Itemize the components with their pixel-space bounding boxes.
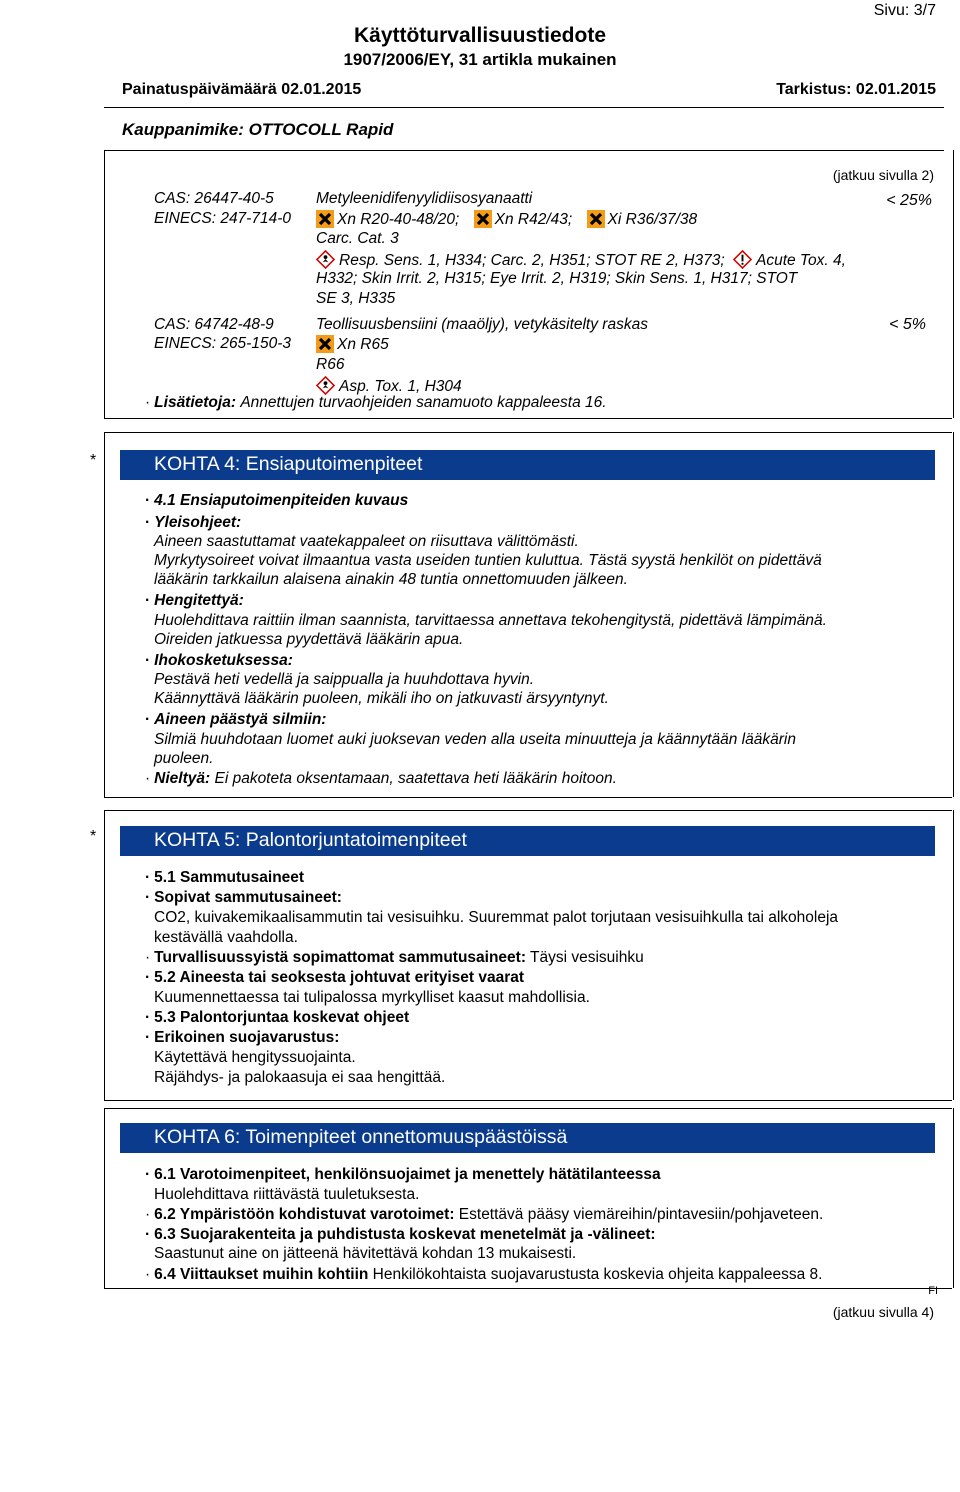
substance-2-dsd-2: R66 xyxy=(316,356,345,373)
suitable-label-row: · Sopivat sammutusaineet: xyxy=(145,889,342,906)
document-title: Käyttöturvallisuustiedote xyxy=(353,24,607,47)
ingestion-text: Ei pakoteta oksentamaan, saatettava heti lääkärin hoitoon. xyxy=(214,770,617,787)
section-6-4-text: Henkilökohtaista suojavarustusta koskevia ohjeita kappaleessa 8. xyxy=(372,1266,823,1283)
composition-box-bottom xyxy=(104,418,952,419)
additional-info: · Lisätietoja: Annettujen turvaohjeiden sanamuoto kappaleesta 16. xyxy=(145,394,607,411)
general-label: Yleisohjeet: xyxy=(154,514,242,531)
section-5-2-label: 5.2 Aineesta tai seoksesta johtuvat erityiset vaarat xyxy=(154,969,525,986)
eye-label-row: · Aineen päästyä silmiin: xyxy=(145,711,327,728)
section-6-3-title: · 6.3 Suojarakenteita ja puhdistusta koskevat menetelmät ja -välineet: xyxy=(145,1226,656,1243)
section-6-heading: KOHTA 6: Toimenpiteet onnettomuuspäästöissä xyxy=(154,1126,568,1148)
ppe-label: Erikoinen suojavarustus: xyxy=(154,1029,340,1046)
page-number: Sivu: 3/7 xyxy=(873,2,936,19)
general-line-2: Myrkytysoireet voivat ilmaantua vasta useiden tuntien kuluttua. Tästä syystä henkilöt on pidettävä xyxy=(154,552,822,569)
section-6-2-label: 6.2 Ympäristöön kohdistuvat varotoimet: xyxy=(154,1206,455,1223)
inhalation-line-2: Oireiden jatkuessa pyydettävä lääkärin apua. xyxy=(154,631,464,648)
harmful-cross-icon xyxy=(474,210,492,228)
section-6-top xyxy=(104,1108,952,1109)
suitable-line-2: kestävällä vaahdolla. xyxy=(154,929,298,946)
additional-info-label: Lisätietoja: xyxy=(154,394,236,411)
ppe-line-1: Käytettävä hengityssuojainta. xyxy=(154,1049,356,1066)
unsuitable-label: Turvallisuussyistä sopimattomat sammutusaineet: xyxy=(154,949,526,966)
harmful-cross-icon xyxy=(316,210,334,228)
harmful-cross-icon xyxy=(316,335,334,353)
section-5-heading-bar xyxy=(120,826,935,856)
inhalation-line-1: Huolehdittava raittiin ilman saannista, tarvittaessa annettava tekohengitystä, pidettävä lämpimänä. xyxy=(154,612,827,629)
substance-1-einecs: EINECS: 247-714-0 xyxy=(154,210,291,227)
section-5-star: * xyxy=(90,828,97,845)
section-5-1-title: · 5.1 Sammutusaineet xyxy=(145,869,305,886)
continued-to: (jatkuu sivulla 4) xyxy=(832,1304,934,1320)
substance-1-clp-line-1 xyxy=(316,250,846,270)
section-6-4-row: · 6.4 Viittaukset muihin kohtiin Henkilökohtaista suojavarustusta koskevia ohjeita kappaleessa 8. xyxy=(145,1266,823,1283)
section-6-3-label: 6.3 Suojarakenteita ja puhdistusta koskevat menetelmät ja -välineet: xyxy=(154,1226,656,1243)
substance-1-clp-1b: Acute Tox. 4, xyxy=(755,252,846,269)
section-4-heading: KOHTA 4: Ensiaputoimenpiteet xyxy=(154,453,423,475)
section-5-3-title: · 5.3 Palontorjuntaa koskevat ohjeet xyxy=(145,1009,410,1026)
substance-1-concentration: < 25% xyxy=(886,192,932,209)
additional-info-text: Annettujen turvaohjeiden sanamuoto kappaleesta 16. xyxy=(240,394,607,411)
section-5-2-text: Kuumennettaessa tai tulipalossa myrkylliset kaasut mahdollisia. xyxy=(154,989,590,1006)
section-6-1-text: Huolehdittava riittävästä tuuletuksesta. xyxy=(154,1186,420,1203)
section-5-3-label: 5.3 Palontorjuntaa koskevat ohjeet xyxy=(154,1009,410,1026)
general-label-row: · Yleisohjeet: xyxy=(145,514,242,531)
suitable-line-1: CO2, kuivakemikaalisammutin tai vesisuihku. Suuremmat palot torjutaan vesisuihkulla tai alkoholeja xyxy=(154,909,839,926)
substance-2-cas: CAS: 64742-48-9 xyxy=(154,316,274,333)
header-divider xyxy=(104,107,944,108)
section-5-2-title: · 5.2 Aineesta tai seoksesta johtuvat erityiset vaarat xyxy=(145,969,525,986)
skin-line-1: Pestävä heti vedellä ja saippualla ja huuhdottava hyvin. xyxy=(154,671,535,688)
substance-2-clp-1: Asp. Tox. 1, H304 xyxy=(339,378,462,395)
inhalation-label: Hengitettyä: xyxy=(154,592,244,609)
section-4-star: * xyxy=(90,452,97,469)
general-line-3: lääkärin tarkkailun alaisena ainakin 48 tuntia onnettomuuden jälkeen. xyxy=(154,571,628,588)
ppe-line-2: Räjähdys- ja palokaasuja ei saa hengittää. xyxy=(154,1069,446,1086)
trade-name: Kauppanimike: OTTOCOLL Rapid xyxy=(122,120,394,139)
skin-line-2: Käännyttävä lääkärin puoleen, mikäli iho on jatkuvasti ärsyyntynyt. xyxy=(154,690,609,707)
section-4-1-label: 4.1 Ensiaputoimenpiteiden kuvaus xyxy=(154,492,409,509)
substance-1-dsd-1: Xn R20-40-48/20; xyxy=(337,211,460,228)
section-6-3-text: Saastunut aine on jätteenä hävitettävä kohdan 13 mukaisesti. xyxy=(154,1245,577,1262)
section-5-heading: KOHTA 5: Palontorjuntatoimenpiteet xyxy=(154,829,467,851)
ingestion-label: Nieltyä: xyxy=(154,770,211,787)
eye-line-2: puoleen. xyxy=(154,750,214,767)
substance-1-clp-1: Resp. Sens. 1, H334; Carc. 2, H351; STOT RE 2, H373; xyxy=(339,252,725,269)
substance-2-dsd-1: Xn R65 xyxy=(337,336,389,353)
health-hazard-icon xyxy=(316,250,335,269)
continued-from: (jatkuu sivulla 2) xyxy=(832,167,934,183)
irritant-cross-icon xyxy=(587,210,605,228)
section-5-bottom xyxy=(104,1100,952,1101)
health-hazard-icon xyxy=(316,376,335,395)
substance-2-name: Teollisuusbensiini (maaöljy), vetykäsitelty raskas xyxy=(316,316,648,333)
substance-2-dsd-line xyxy=(316,335,389,354)
skin-label: Ihokosketuksessa: xyxy=(154,652,293,669)
revision-date: Tarkistus: 02.01.2015 xyxy=(776,81,936,98)
section-5-top xyxy=(104,810,952,811)
eye-label: Aineen päästyä silmiin: xyxy=(154,711,327,728)
section-6-2-row: · 6.2 Ympäristöön kohdistuvat varotoimet: Estettävä pääsy viemäreihin/pintavesiin/pohjaveteen. xyxy=(145,1206,824,1223)
section-6-2-text: Estettävä pääsy viemäreihin/pintavesiin/pohjaveteen. xyxy=(458,1206,824,1223)
substance-2-clp-line xyxy=(316,376,462,396)
ingestion-row: · Nieltyä: Ei pakoteta oksentamaan, saatettava heti lääkärin hoitoon. xyxy=(145,770,617,787)
substance-2-einecs: EINECS: 265-150-3 xyxy=(154,335,291,352)
ppe-label-row: · Erikoinen suojavarustus: xyxy=(145,1029,340,1046)
substance-1-dsd-line xyxy=(316,210,697,229)
substance-1-cas: CAS: 26447-40-5 xyxy=(154,190,274,207)
section-6-4-label: 6.4 Viittaukset muihin kohtiin xyxy=(154,1266,369,1283)
substance-1-name: Metyleenidifenyylidiisosyanaatti xyxy=(316,190,533,207)
substance-1-clp-line-2: H332; Skin Irrit. 2, H315; Eye Irrit. 2, H319; Skin Sens. 1, H317; STOT xyxy=(316,270,798,287)
section-4-heading-bar xyxy=(120,450,935,480)
print-date: Painatuspäivämäärä 02.01.2015 xyxy=(122,81,362,98)
section-5-1-label: 5.1 Sammutusaineet xyxy=(154,869,305,886)
general-line-1: Aineen saastuttamat vaatekappaleet on riisuttava välittömästi. xyxy=(154,533,579,550)
substance-1-dsd-4: Carc. Cat. 3 xyxy=(316,230,399,247)
section-6-heading-bar xyxy=(120,1123,935,1153)
suitable-label: Sopivat sammutusaineet: xyxy=(154,889,342,906)
skin-label-row: · Ihokosketuksessa: xyxy=(145,652,293,669)
substance-1-dsd-3: Xi R36/37/38 xyxy=(607,211,698,228)
document-subtitle: 1907/2006/EY, 31 artikla mukainen xyxy=(343,50,617,69)
unsuitable-row: · Turvallisuussyistä sopimattomat sammutusaineet: Täysi vesisuihku xyxy=(145,949,644,966)
exclamation-icon xyxy=(733,250,752,269)
section-6-1-label: 6.1 Varotoimenpiteet, henkilönsuojaimet ja menettely hätätilanteessa xyxy=(154,1166,661,1183)
section-6-1-title: · 6.1 Varotoimenpiteet, henkilönsuojaimet ja menettely hätätilanteessa xyxy=(145,1166,661,1183)
eye-line-1: Silmiä huuhdotaan luomet auki juoksevan veden alla useita minuutteja ja käännytään lääkärin xyxy=(154,731,796,748)
substance-2-concentration: < 5% xyxy=(889,316,926,333)
section-6-bottom xyxy=(104,1288,952,1289)
inhalation-label-row: · Hengitettyä: xyxy=(145,592,244,609)
unsuitable-text: Täysi vesisuihku xyxy=(530,949,644,966)
section-4-top xyxy=(104,432,952,433)
language-code: FI xyxy=(928,1285,938,1297)
substance-1-dsd-2: Xn R42/43; xyxy=(494,211,573,228)
section-4-bottom xyxy=(104,797,952,798)
section-4-1-title: · 4.1 Ensiaputoimenpiteiden kuvaus xyxy=(145,492,409,509)
substance-1-clp-line-3: SE 3, H335 xyxy=(316,290,396,307)
